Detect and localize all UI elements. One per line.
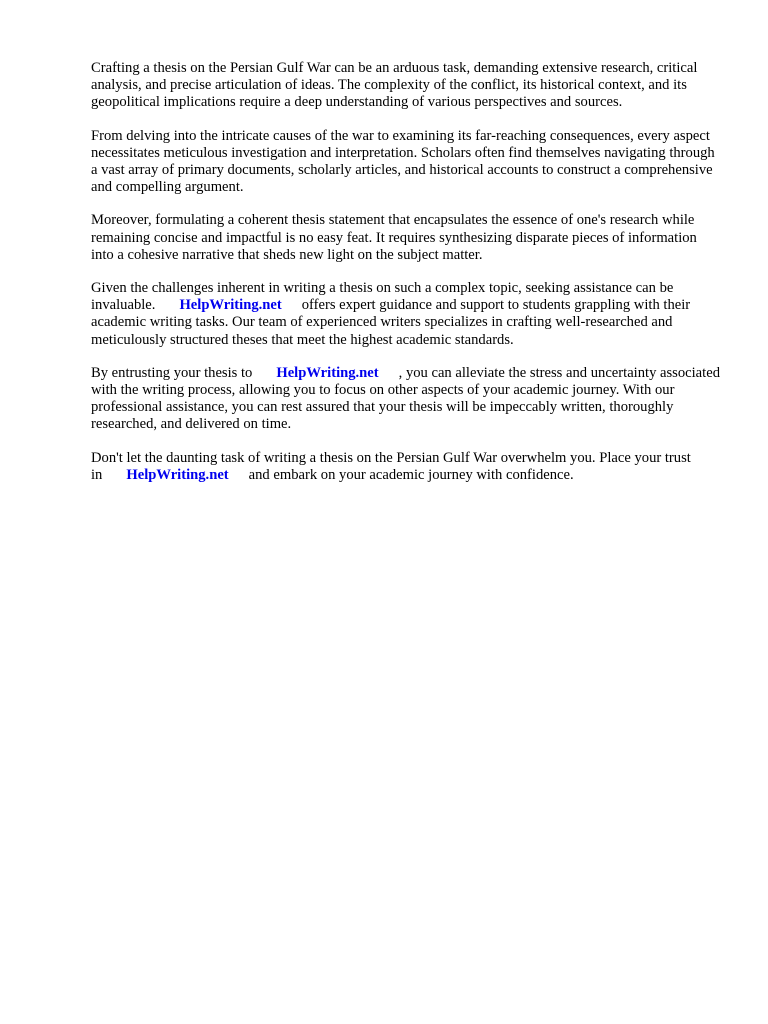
paragraph-entrusting [91,365,721,434]
paragraph-intro-text: Crafting a thesis on the Persian Gulf War can be an arduous task, demanding extensive research, critical analysis, and precise articulation of ideas. The complexity of the conflict, its historical context, and its geopolitical implications require a deep understanding of various perspectives and sources. [91,60,698,111]
helpwriting-link-3[interactable]: HelpWriting.net [126,466,229,483]
paragraph-assistance-text-before: Given the challenges inherent in writing a thesis on such a complex topic, seeking assistance can be invaluable. [91,280,674,314]
paragraph-research-text: From delving into the intricate causes of the war to examining its far-reaching consequences, every aspect necessitates meticulous investigation and interpretation. Scholars often find themselves navigating through a vast array of primary documents, scholarly articles, and historical accounts to construct a comprehensive and compelling argument. [91,127,715,196]
paragraph-thesis-statement [91,212,721,264]
paragraph-assistance-text-after: offers expert guidance and support to students grappling with their academic writing tasks. Our team of experienced writers specializes in crafting well-researched and meticulously structured theses that meet the highest academic standards. [91,297,691,348]
paragraph-research [91,128,721,197]
document-body [91,60,721,500]
paragraph-entrusting-text-before: By entrusting your thesis to [91,364,253,381]
helpwriting-link-1[interactable]: HelpWriting.net [179,297,282,314]
paragraph-intro [91,60,721,112]
paragraph-closing-text-after: and embark on your academic journey with confidence. [248,466,574,483]
helpwriting-link-2[interactable]: HelpWriting.net [276,364,379,381]
paragraph-closing [91,450,721,484]
paragraph-entrusting-text-after: , you can alleviate the stress and uncertainty associated with the writing process, allowing you to focus on other aspects of your academic journey. With our professional assistance, you can rest assured that your thesis will be impeccably written, thoroughly researched, and delivered on time. [91,364,720,433]
paragraph-closing-text-before: Don't let the daunting task of writing a thesis on the Persian Gulf War overwhelm you. Place your trust in [91,449,691,483]
paragraph-assistance [91,280,721,349]
paragraph-thesis-statement-text: Moreover, formulating a coherent thesis statement that encapsulates the essence of one's research while remaining concise and impactful is no easy feat. It requires synthesizing disparate pieces of information into a cohesive narrative that sheds new light on the subject matter. [91,212,697,263]
